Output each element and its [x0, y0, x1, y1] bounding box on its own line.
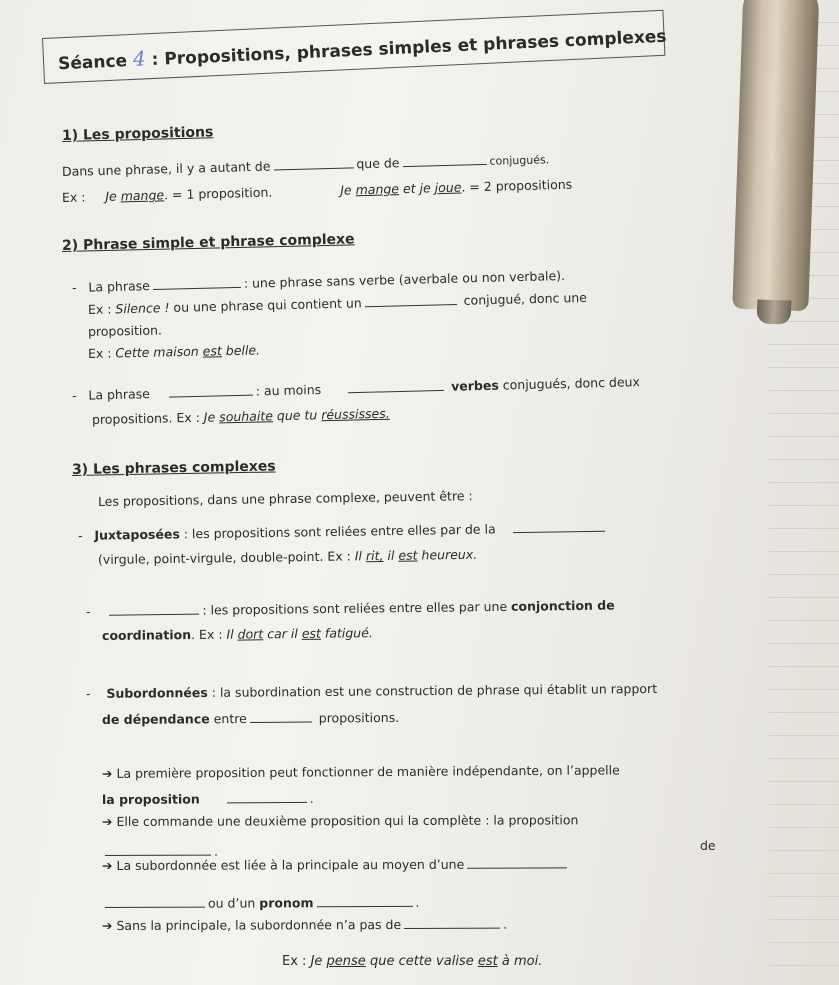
pen-tip-icon — [757, 299, 792, 324]
s2-simple-line-3: proposition. — [87, 322, 163, 339]
arrow-icon: ➔ — [101, 917, 113, 933]
blank-field[interactable] — [105, 907, 205, 908]
s3-point-4: ➔ Sans la principale, la subordonnée n’a pas de . — [101, 916, 508, 933]
s1-examples: Ex : Je mange. = 1 proposition. Je mange et je joue. = 2 propositions — [61, 176, 573, 205]
pen-icon — [732, 0, 819, 311]
s3-coordonnees-line-2: coordination. Ex : Il dort car il est fatigué. — [101, 625, 373, 643]
blank-field[interactable] — [153, 287, 241, 290]
s3-point-2-line-2: . — [102, 844, 218, 860]
s3-subordonnees-line-1: - Subordonnées : la subordination est une construction de phrase qui établit un rapport — [85, 681, 658, 701]
s3-final-example: Ex : Je pense que cette valise est à moi. — [282, 954, 543, 969]
blank-field[interactable] — [169, 395, 253, 398]
s3-point-1: ➔ La première proposition peut fonctionner de manière indépendante, on l’appelle — [101, 762, 620, 781]
blank-field[interactable] — [467, 867, 567, 868]
blank-field[interactable] — [250, 722, 312, 723]
s3-juxtaposees-line-1: - Juxtaposées : les propositions sont reliées entre elles par de la — [78, 520, 608, 544]
s2-simple-line-2: Ex : Silence ! ou une phrase qui contient un conjugué, donc une — [87, 289, 588, 317]
arrow-icon: ➔ — [101, 813, 113, 829]
title-number: 4 — [132, 46, 147, 71]
blank-field[interactable] — [109, 614, 199, 616]
blank-field[interactable] — [273, 167, 353, 170]
s2-complex-line-2: propositions. Ex : Je souhaite que tu réussisses. — [91, 405, 390, 427]
blank-field[interactable] — [513, 531, 605, 533]
arrow-icon: ➔ — [101, 765, 113, 781]
s2-simple-example: Ex : Cette maison est belle. — [87, 342, 261, 361]
section-2-heading: 2) Phrase simple et phrase complexe — [61, 231, 355, 254]
s3-point-2: ➔ Elle commande une deuxième proposition qui la complète : la proposition — [101, 812, 579, 829]
s3-subordonnees-line-2: de dépendance entre propositions. — [101, 709, 400, 727]
s2-simple-line-1: - La phrase : une phrase sans verbe (averbale ou non verbale). — [71, 267, 566, 295]
blank-field[interactable] — [365, 304, 457, 307]
section-1-heading: 1) Les propositions — [61, 124, 214, 144]
s3-point-3: ➔ La subordonnée est liée à la principale au moyen d’une — [102, 856, 570, 874]
arrow-icon: ➔ — [101, 857, 113, 873]
blank-field[interactable] — [403, 164, 487, 167]
s2-complex-line-1: - La phrase : au moins verbes conjugués, donc deux — [71, 374, 641, 403]
title-text: : Propositions, phrases simples et phrases complexes — [151, 26, 667, 71]
s3-intro: Les propositions, dans une phrase complexe, peuvent être : — [97, 488, 473, 509]
s3-point-3-de: de — [700, 838, 716, 853]
blank-field[interactable] — [404, 928, 500, 929]
page-title — [58, 23, 667, 75]
s1-line-1: Dans une phrase, il y a autant de que de conjugués. — [61, 153, 550, 179]
blank-field[interactable] — [348, 390, 444, 393]
blank-field[interactable] — [317, 906, 413, 907]
s3-coordonnees-line-1: - : les propositions sont reliées entre elles par une conjonction de — [85, 597, 615, 619]
blank-field[interactable] — [105, 855, 211, 856]
blank-field[interactable] — [227, 802, 307, 803]
title-box — [42, 10, 665, 84]
s3-point-1-line-2: la proposition . — [101, 790, 314, 807]
title-prefix: Séance — [57, 51, 128, 75]
s3-point-3-line-2: ou d’un pronom . — [102, 895, 420, 912]
s3-juxtaposees-line-2: (virgule, point-virgule, double-point. Ex : Il rit, il est heureux. — [97, 546, 478, 567]
section-3-heading: 3) Les phrases complexes — [71, 458, 276, 478]
